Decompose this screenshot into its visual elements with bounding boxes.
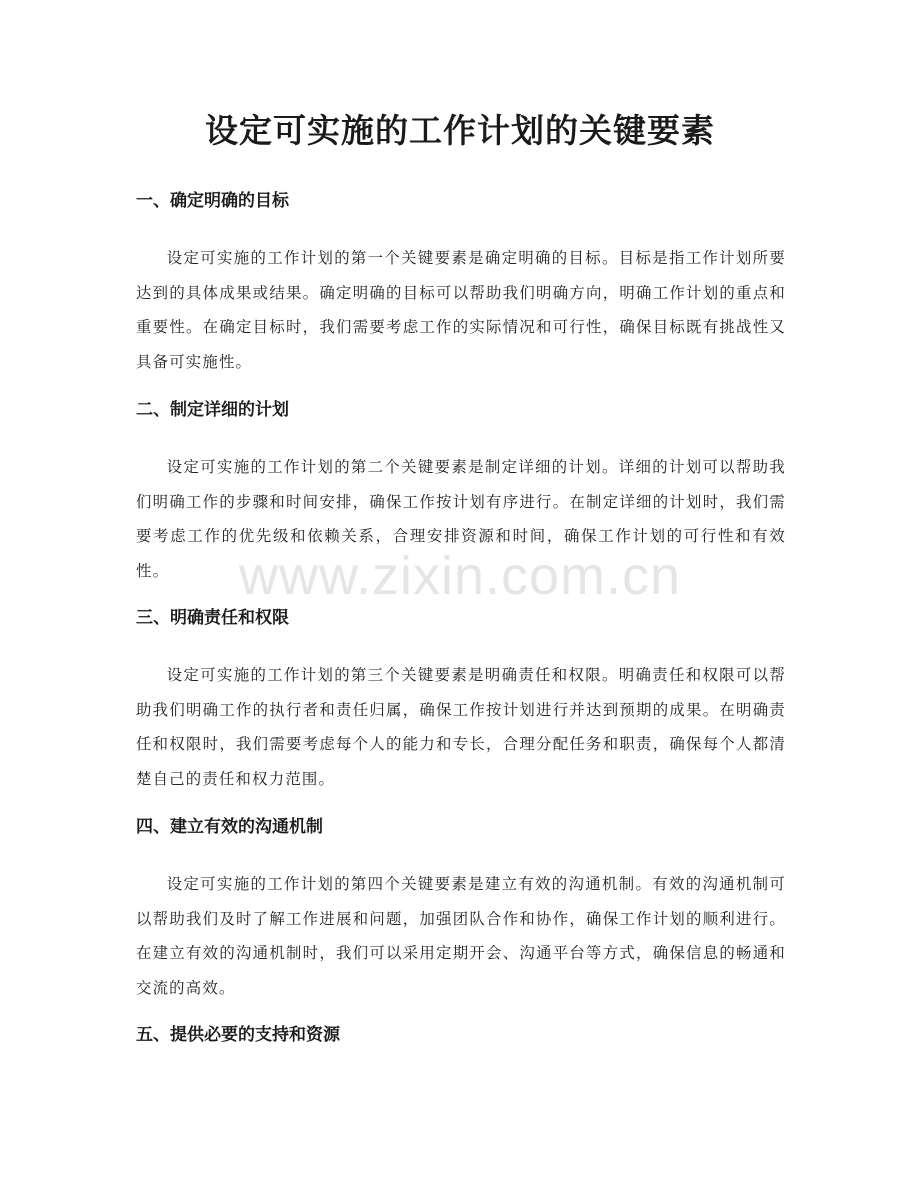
section-5	[136, 1023, 786, 1047]
section-4	[136, 815, 786, 1005]
section-heading: 四、建立有效的沟通机制	[136, 817, 323, 837]
section-paragraph: 设定可实施的工作计划的第二个关键要素是制定详细的计划。详细的计划可以帮助我们明确工作的步骤和时间安排，确保工作按计划有序进行。在制定详细的计划时，我们需要考虑工作的优先级和依赖关系，合理安排资源和时间，确保工作计划的可行性和有效性。	[136, 458, 786, 580]
section-heading: 三、明确责任和权限	[136, 608, 289, 628]
section-paragraph: 设定可实施的工作计划的第四个关键要素是建立有效的沟通机制。有效的沟通机制可以帮助我们及时了解工作进展和问题，加强团队合作和协作，确保工作计划的顺利进行。在建立有效的沟通机制时，我们可以采用定期开会、沟通平台等方式，确保信息的畅通和交流的高效。	[136, 875, 786, 997]
document-title: 设定可实施的工作计划的关键要素	[205, 111, 715, 150]
section-paragraph: 设定可实施的工作计划的第一个关键要素是确定明确的目标。目标是指工作计划所要达到的具体成果或结果。确定明确的目标可以帮助我们明确方向，明确工作计划的重点和重要性。在确定目标时，我们需要考虑工作的实际情况和可行性，确保目标既有挑战性又具备可实施性。	[136, 249, 786, 371]
section-3	[136, 606, 786, 796]
section-heading: 五、提供必要的支持和资源	[136, 1025, 340, 1045]
section-heading: 一、确定明确的目标	[136, 191, 289, 211]
section-heading: 二、制定详细的计划	[136, 400, 289, 420]
section-paragraph: 设定可实施的工作计划的第三个关键要素是明确责任和权限。明确责任和权限可以帮助我们明确工作的执行者和责任归属，确保工作按计划进行并达到预期的成果。在明确责任和权限时，我们需要考虑每个人的能力和专长，合理分配任务和职责，确保每个人都清楚自己的责任和权力范围。	[136, 666, 786, 788]
section-1	[136, 189, 786, 379]
section-2	[136, 398, 786, 588]
watermark: www.zixin.com.cn	[238, 546, 682, 606]
